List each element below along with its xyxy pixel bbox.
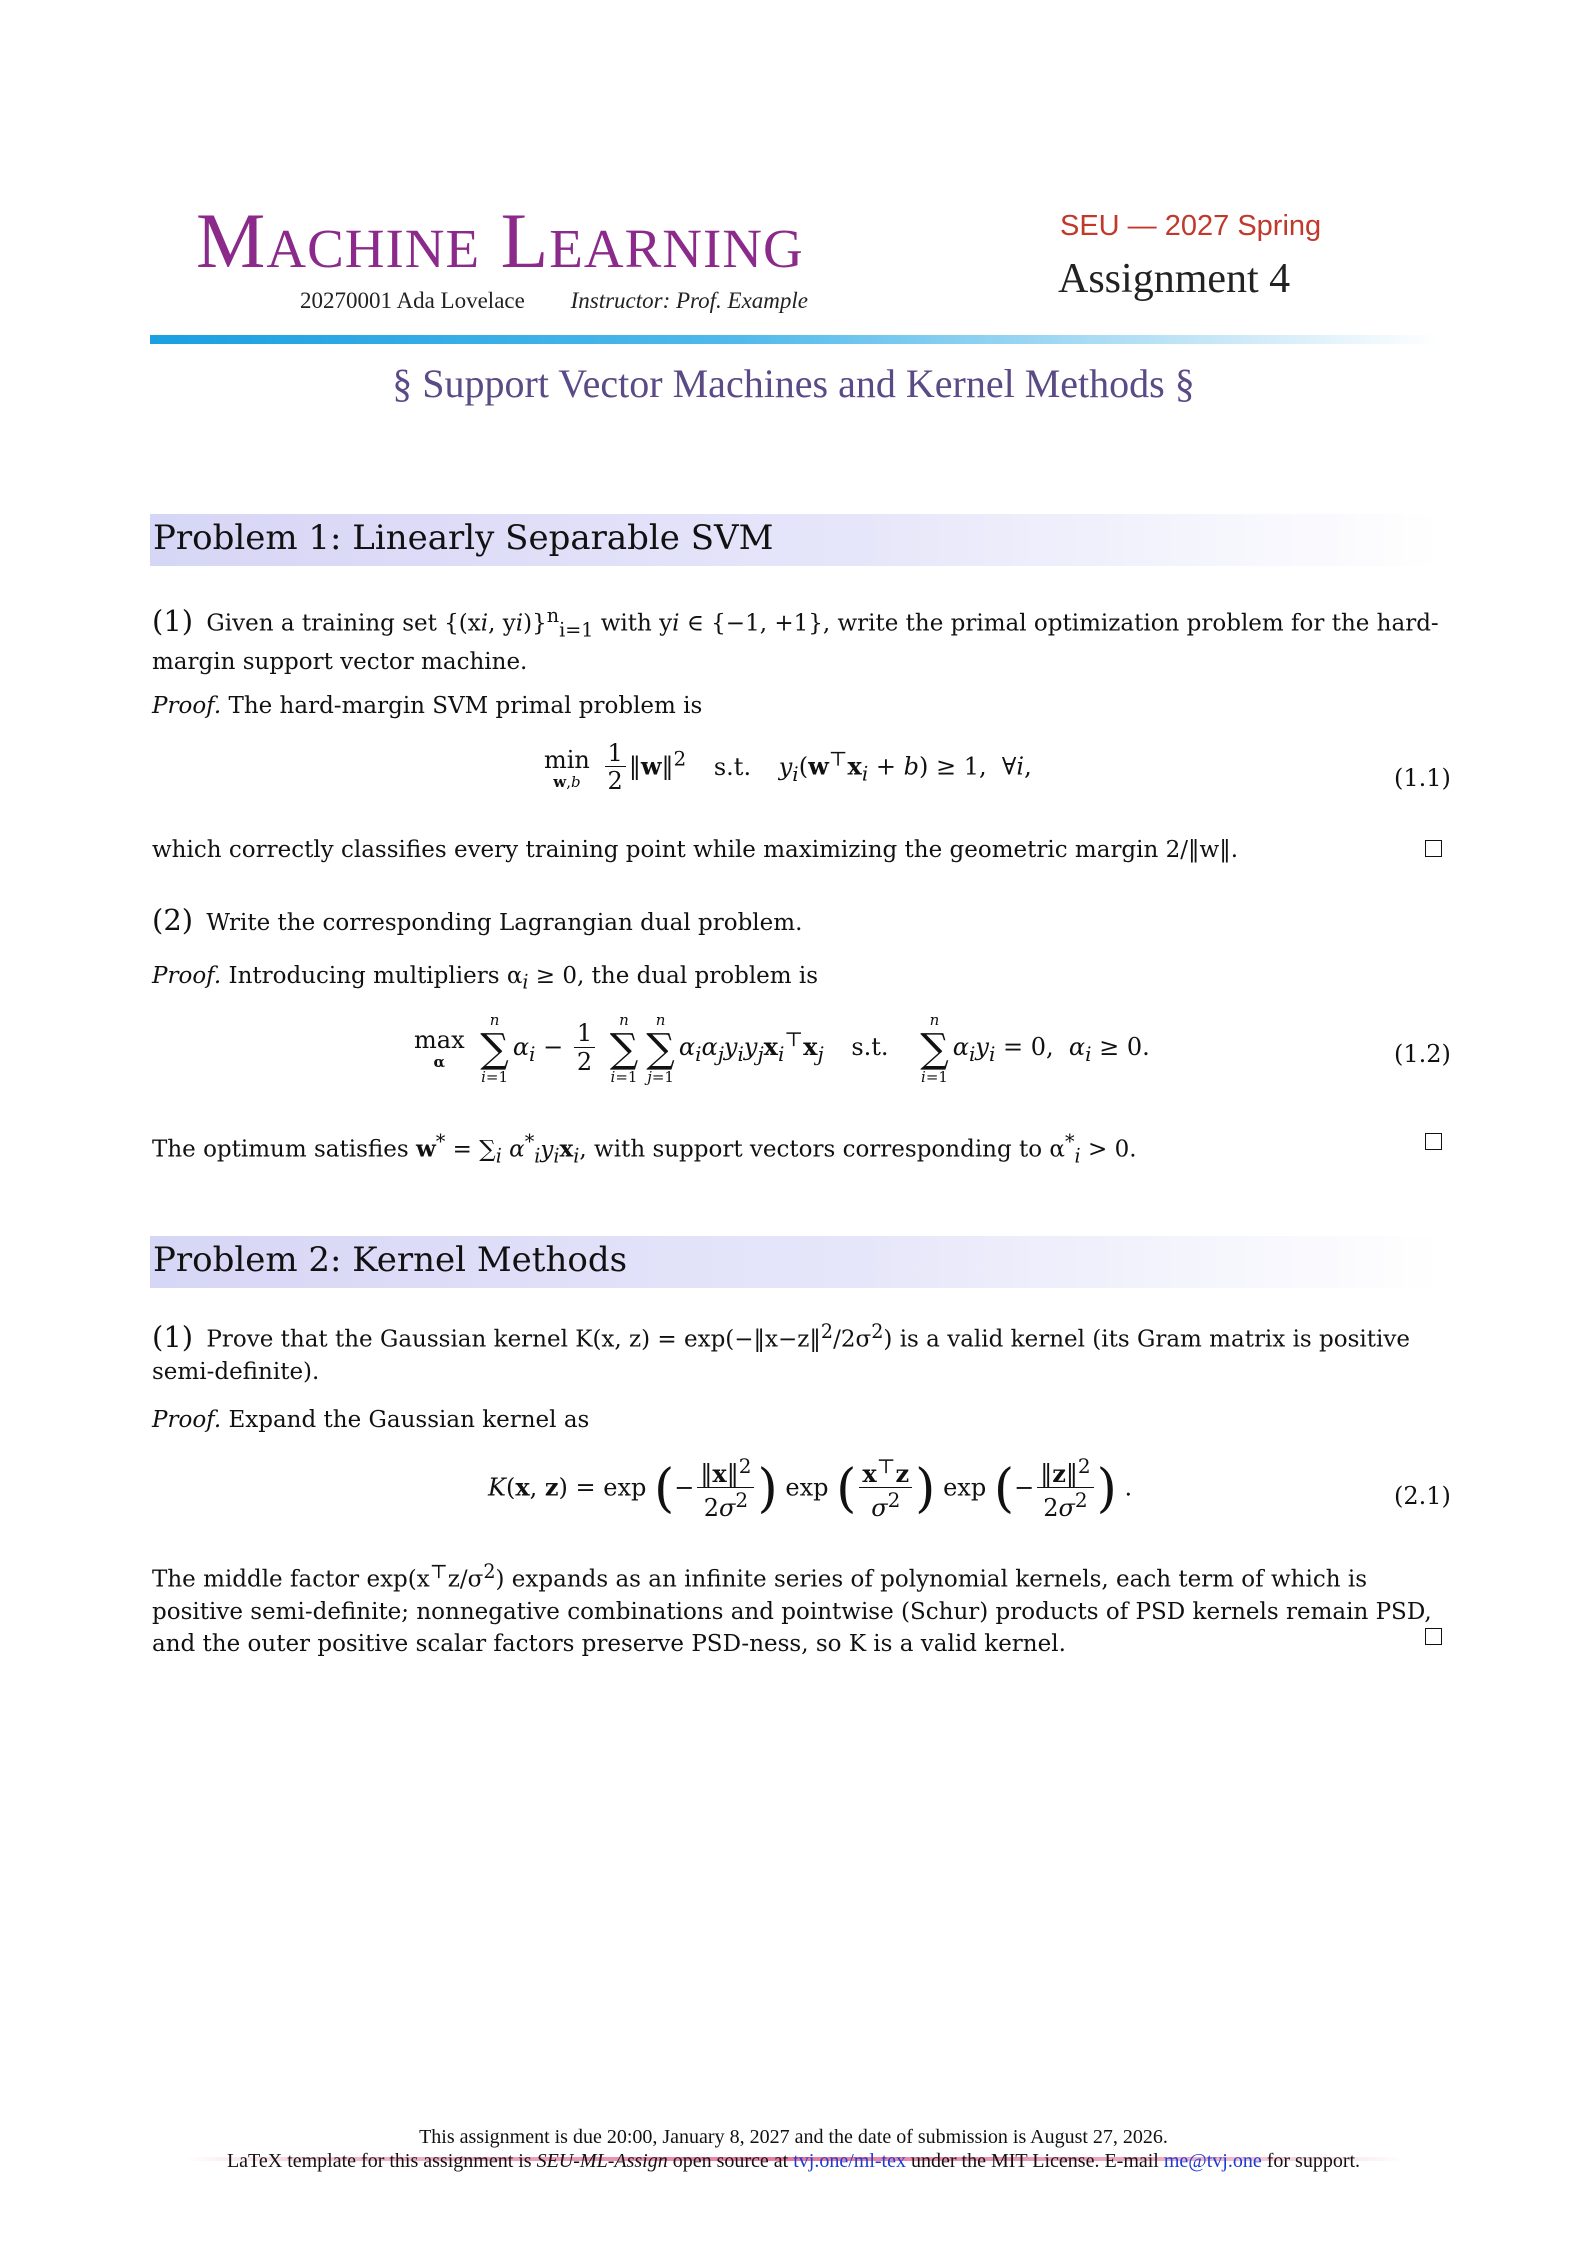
proof-conclusion: The middle factor $\exp(x^⊤z/\sigma^2)$ expands as an infinite series of polynomial kernels, each term of which is positive semi-definite; nonnegative combinations and pointwise (Schur) products of PSD kernels remain PSD, and the outer positive scalar factors preserve PSD-ness, so K is a valid kernel.	[152, 1560, 1432, 1657]
student-name: 20270001 Ada Lovelace	[300, 288, 525, 313]
template-credit-line: LaTeX template for this assignment is SEU-ML-Assign open source at tvj.one/ml-tex under the MIT License. E-mail me@tvj.one for support.	[226, 2150, 1361, 2172]
qed-box	[1425, 1133, 1442, 1150]
part-number: (2)	[152, 903, 194, 937]
proof-intro: Proof. The hard-margin SVM primal problem is	[152, 693, 703, 719]
author-line	[300, 288, 808, 314]
header-rule	[150, 335, 1440, 344]
assignment-number: Assignment 4	[1058, 256, 1291, 302]
template-name: SEU-ML-Assign	[536, 2150, 668, 2172]
problem-1-part-1-question: (1) Given a training set {(xi, yi)}$^n_{i=1}$ with yi ∈ {−1, +1}, write the primal optimization problem for the hard-margin support vector machine.	[152, 603, 1439, 676]
proof-intro: Proof. Introducing multipliers $\alpha_i \ge 0$, the dual problem is	[152, 963, 819, 994]
instructor-name: Instructor: Prof. Example	[570, 288, 808, 313]
equation-1-2: max α n ∑ i=1 $\alpha_i$ − $\frac{1}{2}$ n ∑ i=1 n ∑ j=1 $\alpha_i\alpha_jy_iy_jx_i^⊤x_j$ s.t. n ∑ i=1 $\alpha_iy_i = 0$, $\alpha_i \ge 0$.	[414, 1011, 1150, 1086]
course-title: Machine Learning	[196, 197, 804, 284]
problem-1-title: Problem 1: Linearly Separable SVM	[153, 518, 774, 558]
latex-logo: LaTeX	[226, 2150, 283, 2172]
equation-number: (1.2)	[1394, 1040, 1451, 1068]
equation-2-1: K(x, z) = exp (− $\frac{‖x‖^2}{2\sigma^2}$ ) exp ( $\frac{x^⊤z}{\sigma^2}$ ) exp (− $\frac{‖z‖^2}{2\sigma^2}$ ) .	[488, 1454, 1133, 1523]
part-number: (1)	[152, 1319, 194, 1354]
proof-label: Proof.	[152, 963, 222, 989]
topic-title: § Support Vector Machines and Kernel Methods §	[392, 361, 1195, 406]
proof-conclusion: which correctly classifies every training point while maximizing the geometric margin 2/‖w‖.	[152, 837, 1239, 863]
part-number: (1)	[152, 603, 194, 638]
problem-2-heading	[150, 1236, 1440, 1288]
repo-link[interactable]: tvj.one/ml-tex	[793, 2150, 906, 2172]
qed-box	[1425, 1628, 1442, 1645]
term-label: SEU — 2027 Spring	[1060, 210, 1322, 242]
email-link[interactable]: me@tvj.one	[1163, 2150, 1262, 2172]
proof-label: Proof.	[152, 1407, 222, 1433]
equation-number: (1.1)	[1394, 764, 1451, 792]
qed-box	[1425, 840, 1442, 857]
problem-1-part-2-question: (2) Write the corresponding Lagrangian dual problem.	[152, 903, 803, 937]
problem-1-heading	[150, 514, 1440, 566]
equation-number: (2.1)	[1394, 1482, 1451, 1510]
problem-2-title: Problem 2: Kernel Methods	[153, 1240, 628, 1280]
proof-conclusion: The optimum satisfies $w^* = \sum_i$ $\alpha^*_iy_ix_i$, with support vectors corresponding to $\alpha^*_i > 0$.	[152, 1130, 1137, 1168]
due-date-line: This assignment is due 20:00, January 8, 2027 and the date of submission is August 27, 2026.	[419, 2126, 1168, 2148]
proof-label: Proof.	[152, 693, 222, 719]
problem-2-part-1-question: (1) Prove that the Gaussian kernel K(x, $z) = \exp(-‖x-z‖^2/2\sigma^2)$ is a valid kernel (its Gram matrix is positive semi-definite).	[152, 1319, 1410, 1385]
equation-1-1: min w,b $\frac{1}{2}$ ‖w‖$^2$ s.t. $y_i(w^⊤x_i + b) \ge 1$, ∀i,	[544, 739, 1032, 796]
proof-intro: Proof. Expand the Gaussian kernel as	[152, 1407, 590, 1433]
